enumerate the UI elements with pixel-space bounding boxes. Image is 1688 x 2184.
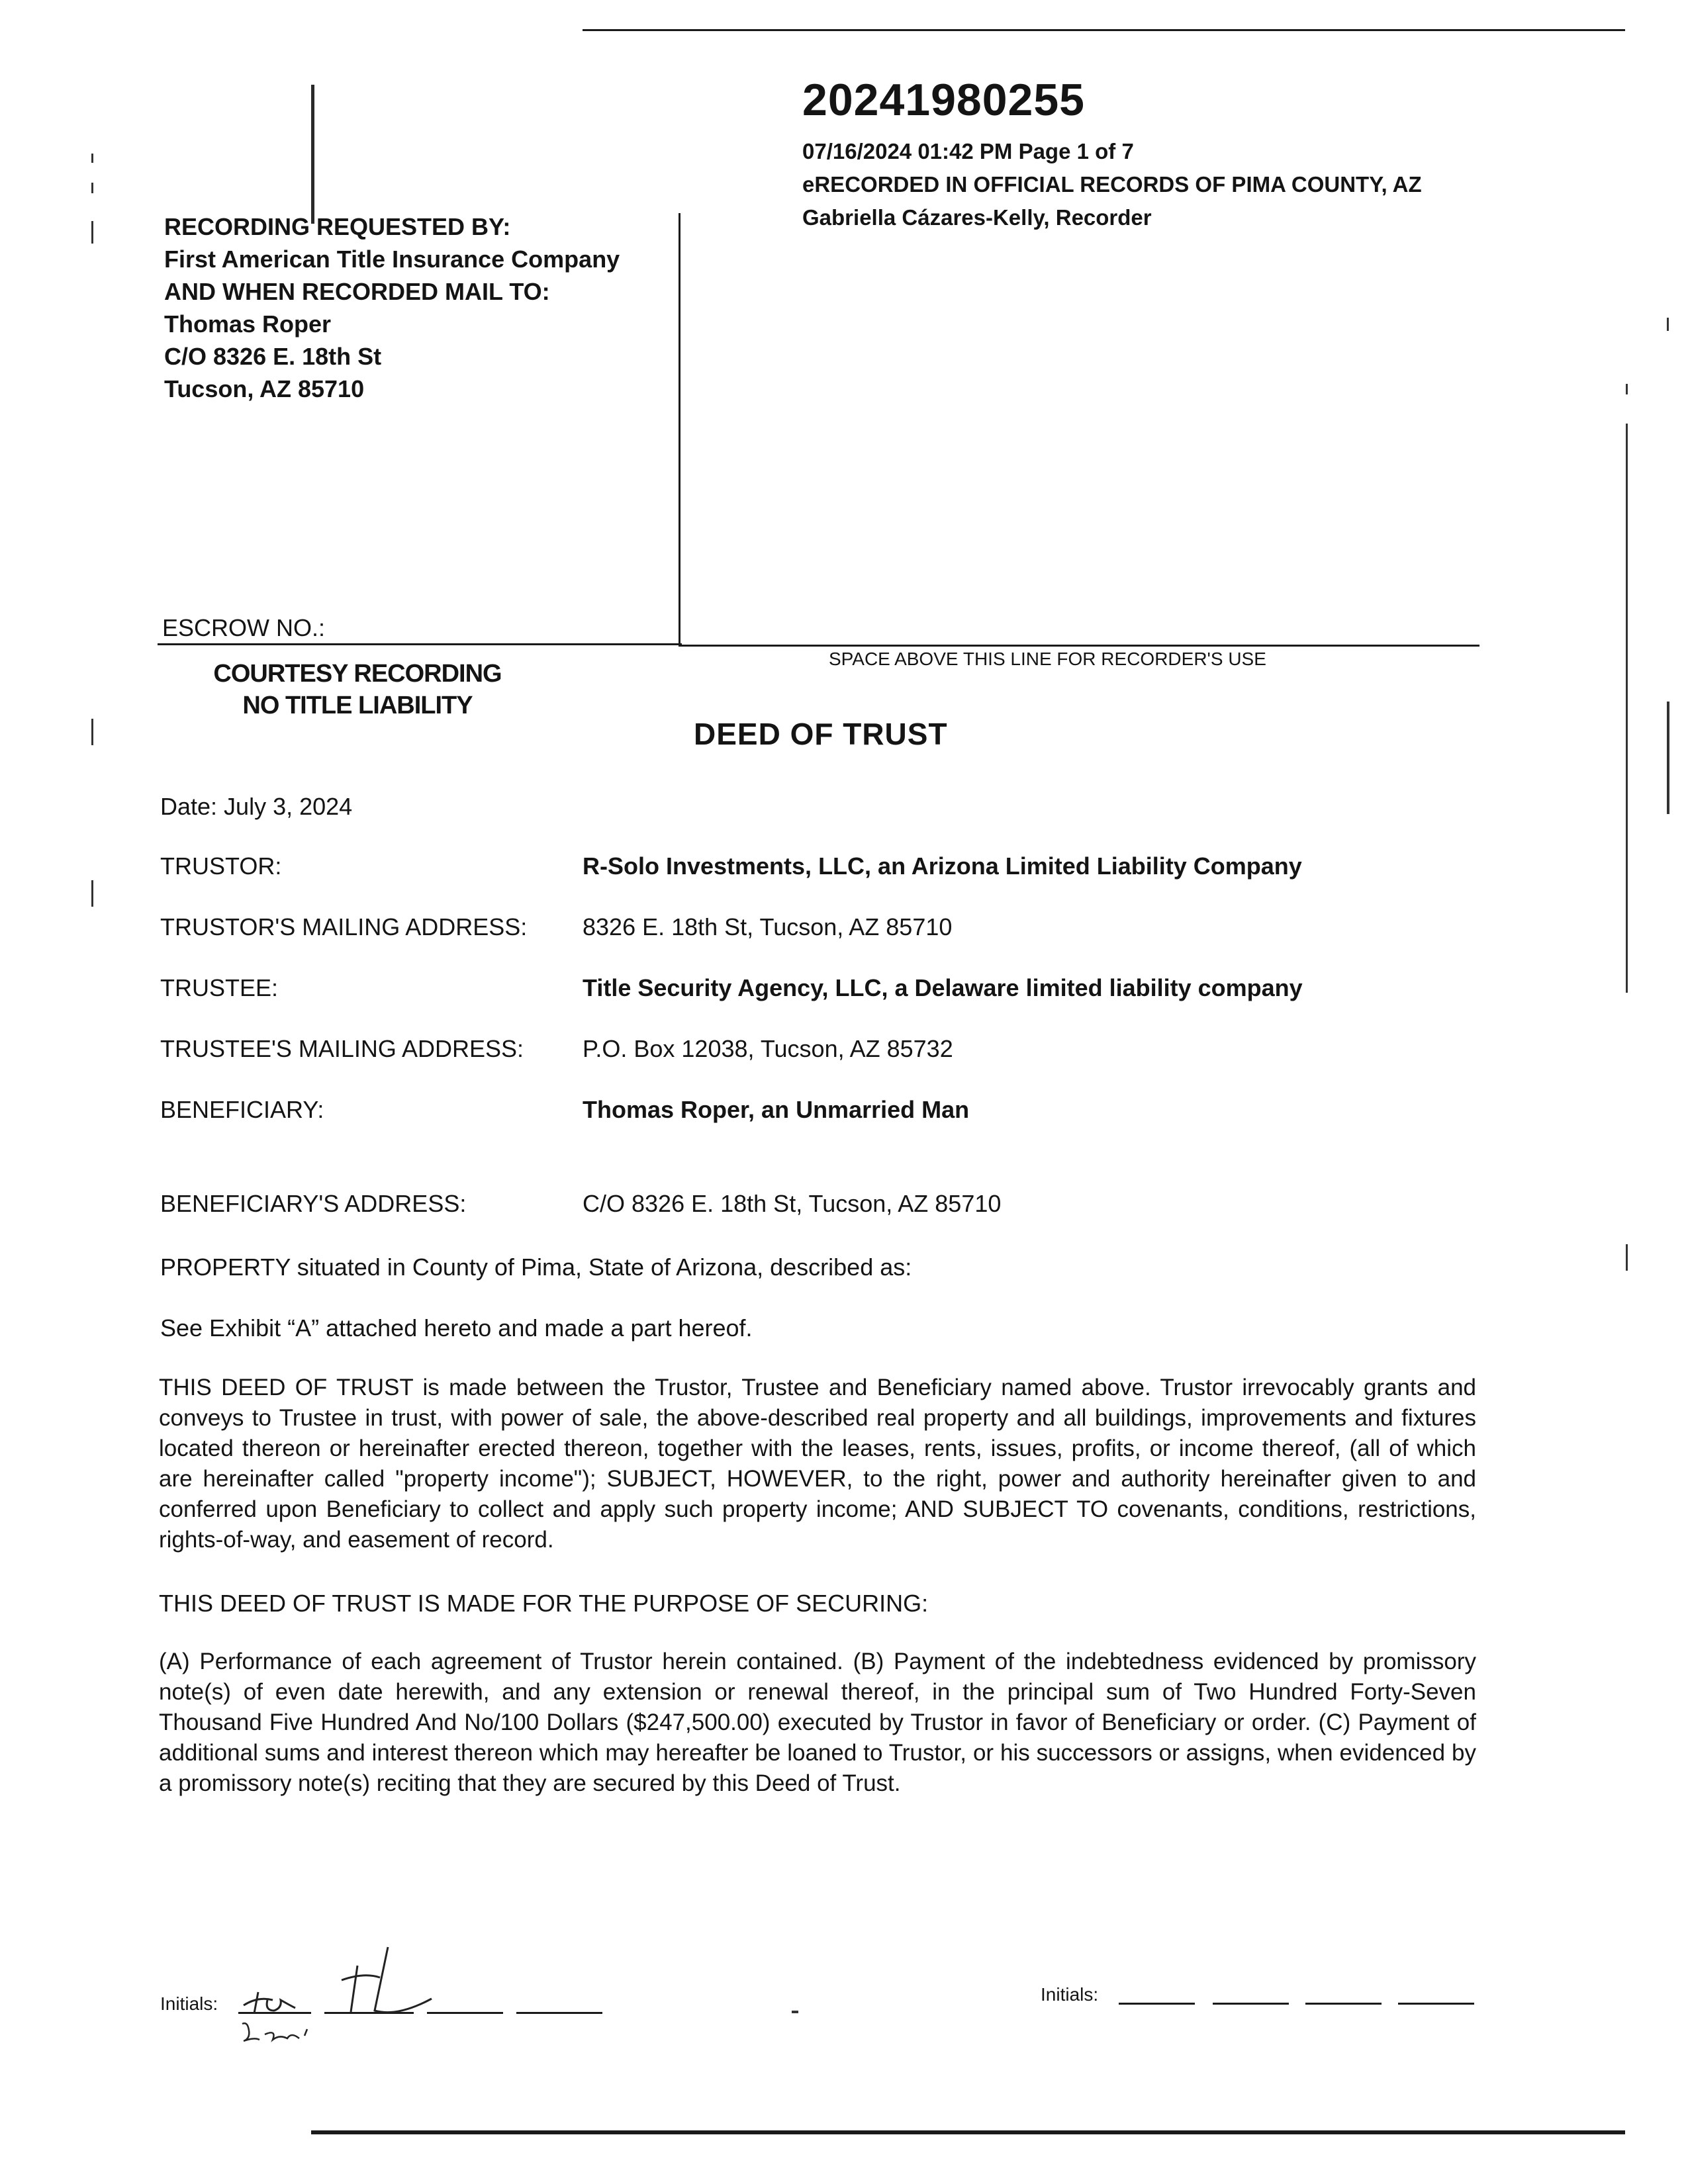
field-value-trustee: Title Security Agency, LLC, a Delaware limited liability company: [583, 974, 1303, 1001]
field-label-trustee: TRUSTEE:: [160, 974, 279, 1001]
stray-mark: [792, 2011, 798, 2013]
field-label-trustor-address: TRUSTOR'S MAILING ADDRESS:: [160, 913, 528, 940]
handwritten-initials: [238, 1939, 450, 2052]
document-date: Date: July 3, 2024: [160, 793, 353, 820]
requested-by-heading: RECORDING REQUESTED BY:: [164, 213, 511, 240]
scan-mark-8: [1626, 424, 1628, 993]
top-rule: [583, 29, 1625, 31]
scan-mark-1: [91, 154, 93, 163]
recording-county: eRECORDED IN OFFICIAL RECORDS OF PIMA COUNTY, AZ: [802, 172, 1422, 197]
mail-to-heading: AND WHEN RECORDED MAIL TO:: [164, 278, 550, 305]
bottom-rule: [311, 2130, 1625, 2134]
property-line: PROPERTY situated in County of Pima, State of Arizona, described as:: [160, 1253, 912, 1281]
scan-mark-6: [1667, 318, 1669, 331]
field-value-trustor: R-Solo Investments, LLC, an Arizona Limited Liability Company: [583, 852, 1302, 880]
scan-mark-4: [91, 719, 93, 745]
recorder-use-note: SPACE ABOVE THIS LINE FOR RECORDER'S USE: [829, 649, 1266, 669]
scan-mark-3: [91, 221, 93, 244]
field-value-beneficiary: Thomas Roper, an Unmarried Man: [583, 1096, 970, 1123]
courtesy-line-1: COURTESY RECORDING: [213, 660, 502, 688]
recorder-name: Gabriella Cázares-Kelly, Recorder: [802, 205, 1152, 230]
scan-mark-5: [91, 880, 93, 907]
requested-by-block: [164, 210, 620, 405]
field-label-trustee-address: TRUSTEE'S MAILING ADDRESS:: [160, 1035, 524, 1062]
document-title: DEED OF TRUST: [694, 717, 948, 751]
field-label-beneficiary: BENEFICIARY:: [160, 1096, 324, 1123]
scan-mark-2: [91, 183, 93, 193]
field-label-trustor: TRUSTOR:: [160, 852, 282, 880]
escrow-rule: [158, 643, 682, 645]
escrow-label: ESCROW NO.:: [162, 614, 326, 641]
recording-number: 20241980255: [802, 75, 1086, 125]
deed-paragraph: THIS DEED OF TRUST is made between the Trustor, Trustee and Beneficiary named above. Trustor irrevocably grants and conveys to Trustee in trust, with power of sale, the above-described real property and all buildings, improvements and fixtures located thereon or hereinafter erected thereon, together with the leases, rents, issues, profits, or income thereof, (all of which are hereinafter called "property income"); SUBJECT, HOWEVER, to the right, power and authority hereinafter given to and conferred upon Beneficiary to collect and apply such property income; AND SUBJECT TO covenants, conditions, restrictions, rights-of-way, and easement of record.: [159, 1375, 1476, 1553]
exhibit-line: See Exhibit “A” attached hereto and made a part hereof.: [160, 1314, 753, 1342]
mail-to-address-1: C/O 8326 E. 18th St: [164, 343, 382, 370]
field-label-beneficiary-address: BENEFICIARY'S ADDRESS:: [160, 1190, 467, 1217]
courtesy-stamp: [192, 658, 523, 721]
mail-to-address-2: Tucson, AZ 85710: [164, 375, 365, 402]
field-value-beneficiary-address: C/O 8326 E. 18th St, Tucson, AZ 85710: [583, 1190, 1002, 1217]
initials-left-label: Initials:: [160, 1993, 218, 2014]
purpose-heading: THIS DEED OF TRUST IS MADE FOR THE PURPOSE OF SECURING:: [159, 1590, 929, 1617]
mail-to-name: Thomas Roper: [164, 310, 332, 338]
staple-mark: [311, 85, 314, 224]
initials-right-line-4: [1398, 2003, 1474, 2005]
initials-right-label: Initials:: [1041, 1984, 1099, 2005]
header-divider: [679, 213, 680, 645]
requested-by-company: First American Title Insurance Company: [164, 246, 620, 273]
recording-datetime: 07/16/2024 01:42 PM Page 1 of 7: [802, 139, 1134, 163]
purpose-paragraph: (A) Performance of each agreement of Trustor herein contained. (B) Payment of the indebtedness evidenced by promissory note(s) of even date herewith, and any extension or renewal thereof, in the principal sum of Two Hundred Forty-Seven Thousand Five Hundred And No/100 Dollars ($247,500.00) executed by Trustor in favor of Beneficiary or order. (C) Payment of additional sums and interest thereon which may hereafter be loaned to Trustor, or his successors or assigns, when evidenced by a promissory note(s) reciting that they are secured by this Deed of Trust.: [159, 1649, 1476, 1796]
field-value-trustor-address: 8326 E. 18th St, Tucson, AZ 85710: [583, 913, 953, 940]
recorder-use-rule: [679, 645, 1479, 647]
field-value-trustee-address: P.O. Box 12038, Tucson, AZ 85732: [583, 1035, 953, 1062]
courtesy-line-2: NO TITLE LIABILITY: [242, 692, 473, 719]
initials-right-line-2: [1213, 2003, 1289, 2005]
scan-mark-7: [1667, 702, 1669, 814]
initials-left-line-4: [516, 2012, 602, 2014]
initials-right-line-1: [1119, 2003, 1195, 2005]
initials-right-line-3: [1305, 2003, 1382, 2005]
scan-mark-10: [1626, 384, 1628, 394]
scan-mark-9: [1626, 1244, 1628, 1271]
